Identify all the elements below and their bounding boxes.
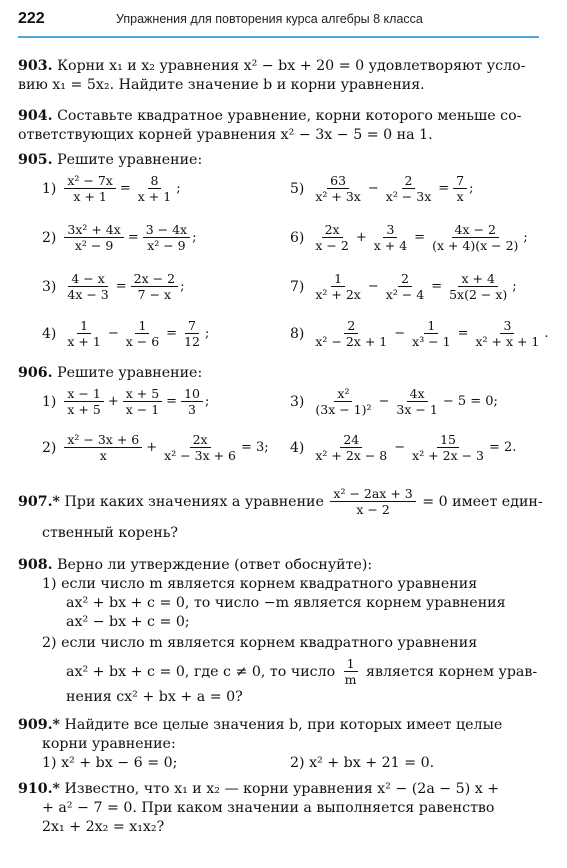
page-number: 222	[18, 10, 45, 27]
problem-text: ax² + bx + c = 0, где c ≠ 0, то число	[66, 663, 336, 680]
problem-text: 1) если число m является корнем квадратного уравнения	[42, 576, 478, 592]
problem-text: Известно, что x₁ и x₂ — корни уравнения x² − (2a − 5) x +	[64, 781, 500, 797]
problem-text: вию x₁ = 5x₂. Найдите значение b и корни уравнения.	[18, 77, 425, 93]
problem-text: ственный корень?	[42, 525, 179, 541]
problem-text: = 0 имеет един-	[422, 493, 543, 510]
problem-text: 1) x² + bx − 6 = 0;	[42, 755, 178, 771]
problem-number: 903.	[18, 58, 53, 74]
fraction: $\frac{1}{m}$	[344, 656, 357, 687]
problem-text: 2) если число m является корнем квадратного уравнения	[42, 635, 478, 651]
header-rule	[18, 36, 539, 38]
page-header	[18, 10, 546, 32]
equation-906-1: 1) $\frac{x - 1}{x + 5}$ + $\frac{x + 5}{x - 1}$ = $\frac{10}{3}$ ;	[42, 386, 210, 417]
equation-905-4: 4) $\frac{1}{x + 1}$ − $\frac{1}{x - 6}$ = $\frac{7}{12}$ ;	[42, 318, 210, 349]
problem-text: ответствующих корней уравнения x² − 3x − 5 = 0 на 1.	[18, 127, 433, 143]
equation-906-3: 3) $\frac{\text{x²}}{\text{(3x − 1)²}}$ − $\frac{4x}{3x - 1}$ − 5 = 0;	[290, 386, 498, 417]
equation-905-6: 6) $\frac{2x}{x - 2}$ + $\frac{3}{x + 4}$ = $\frac{4x - 2}{(x + 4)(x - 2)}$ ;	[290, 222, 528, 253]
problem-text: корни уравнение:	[42, 736, 176, 752]
equation-905-3: 3) $\frac{4 - x}{4x - 3}$ = $\frac{2x - 2}{7 - x}$ ;	[42, 271, 185, 302]
problem-number: 909.*	[18, 717, 60, 733]
problem-text: Составьте квадратное уравнение, корни которого меньше со-	[57, 108, 522, 124]
problem-text: При каких значениях a уравнение	[64, 493, 324, 510]
problem-text: ax² + bx + c = 0, то число −m является корнем уравнения	[66, 595, 506, 611]
problem-number: 905.	[18, 152, 53, 168]
problem-number: 907.*	[18, 493, 60, 510]
problem-number: 906.	[18, 365, 53, 381]
problem-text: + a² − 7 = 0. При каком значении a выполняется равенство	[42, 800, 495, 816]
problem-title: Решите уравнение:	[57, 365, 203, 381]
problem-text: 2) x² + bx + 21 = 0.	[290, 755, 435, 771]
problem-text: Найдите все целые значения b, при которых имеет целые	[64, 717, 503, 733]
problem-text: 2x₁ + 2x₂ = x₁x₂?	[42, 819, 165, 835]
equation-906-4: 4) $\frac{24}{\text{x² + 2x − 8}}$ − $\frac{15}{\text{x² + 2x − 3}}$ = 2.	[290, 432, 517, 463]
problem-text: является корнем урав-	[366, 663, 538, 680]
problem-number: 910.*	[18, 781, 60, 797]
equation-905-5: 5) $\frac{63}{\text{x² + 3x}}$ − $\frac{2}{\text{x² − 3x}}$ = $\frac{7}{x}$ ;	[290, 173, 474, 204]
problem-title: Решите уравнение:	[57, 152, 203, 168]
equation-905-2: 2) $\frac{\text{3x² + 4x}}{\text{x² − 9}}$ = $\frac{3 - 4x}{\text{x² − 9}}$ ;	[42, 222, 197, 253]
problem-title: Верно ли утверждение (ответ обоснуйте):	[57, 557, 373, 573]
problem-number: 904.	[18, 108, 53, 124]
equation-905-1: 1) $\frac{\text{x² − 7x}}{x + 1}$ = $\frac{8}{x + 1}$ ;	[42, 173, 181, 204]
problem-text: ax² − bx + c = 0;	[66, 614, 190, 630]
problem-text: нения cx² + bx + a = 0?	[66, 689, 243, 705]
fraction: $\frac{\text{x² − 2ax + 3}}{x - 2}$	[330, 486, 415, 517]
running-title: Упражнения для повторения курса алгебры 8 класса	[116, 12, 423, 26]
equation-906-2: 2) $\frac{\text{x² − 3x + 6}}{x}$ + $\frac{2x}{\text{x² − 3x + 6}}$ = 3;	[42, 432, 269, 463]
problem-number: 908.	[18, 557, 53, 573]
problem-text: Корни x₁ и x₂ уравнения x² − bx + 20 = 0 удовлетворяют усло-	[57, 58, 526, 74]
equation-905-8: 8) $\frac{2}{\text{x² − 2x + 1}}$ − $\frac{1}{\text{x³ − 1}}$ = $\frac{3}{\text{x² + x + 1}}$ .	[290, 318, 549, 349]
equation-905-7: 7) $\frac{1}{\text{x² + 2x}}$ − $\frac{2}{\text{x² − 4}}$ = $\frac{x + 4}{5x(2 - x)}$ ;	[290, 271, 517, 302]
